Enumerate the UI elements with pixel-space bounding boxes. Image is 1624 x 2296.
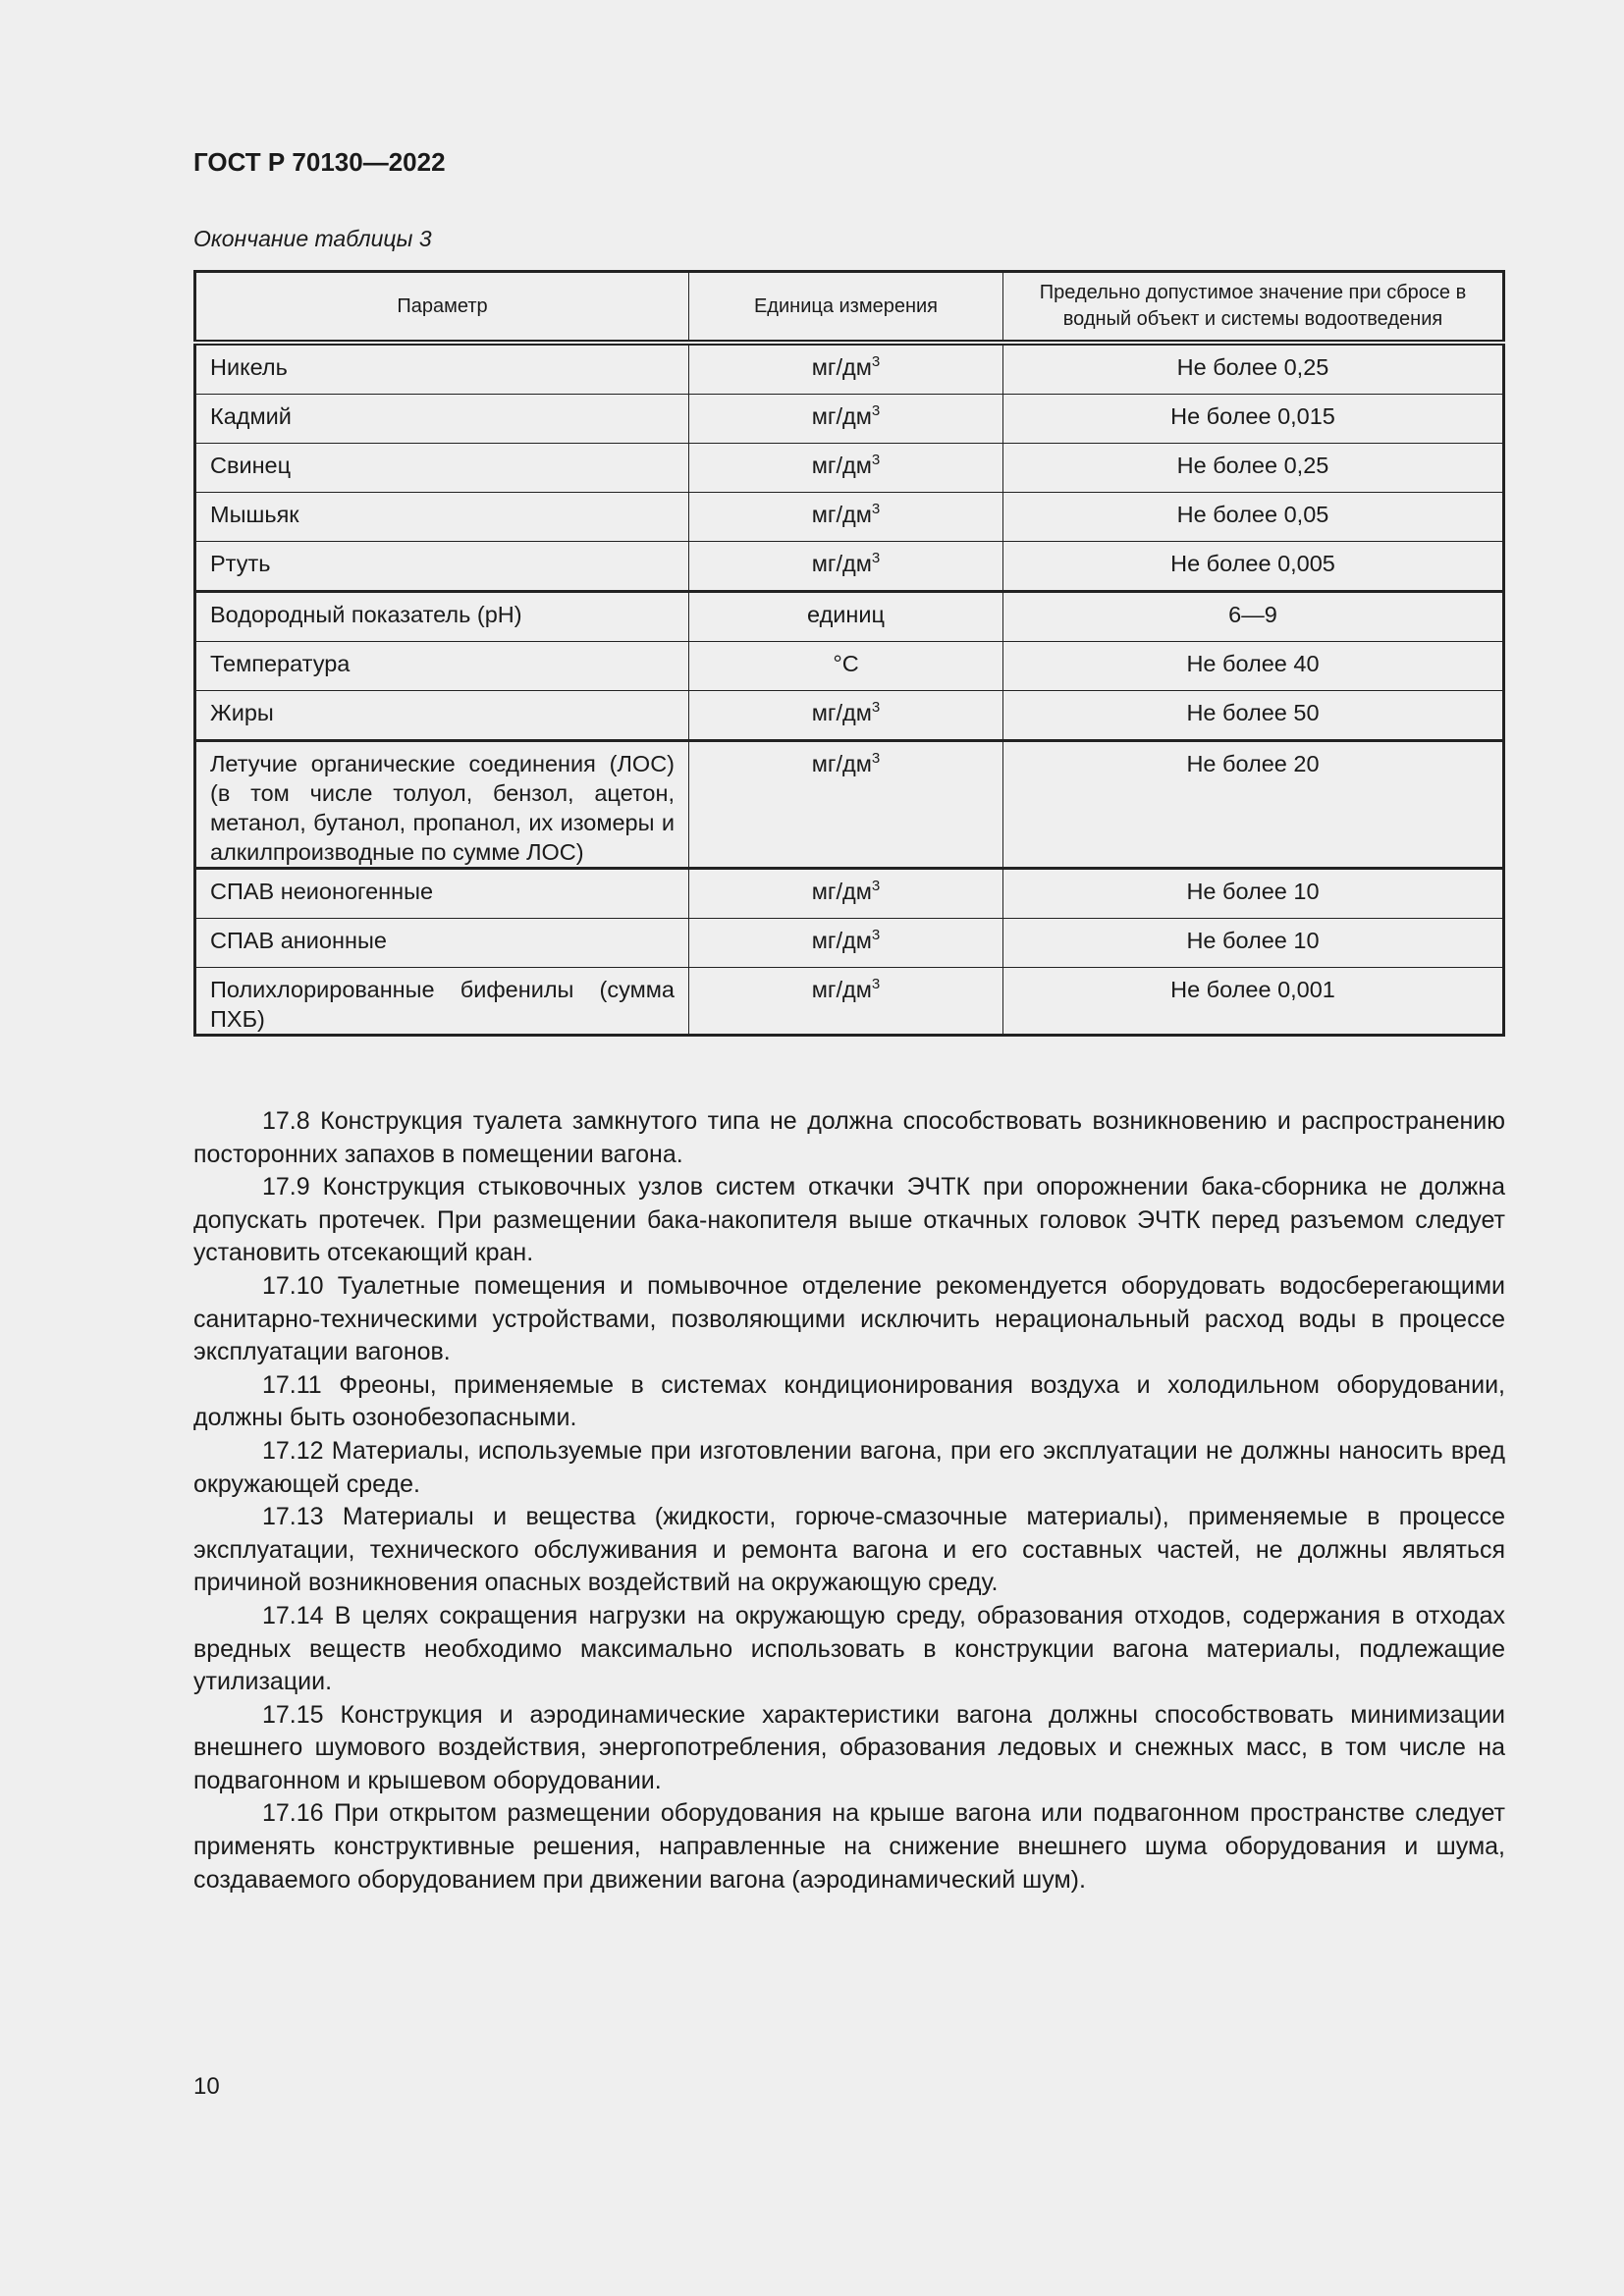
unit-superscript: 3 bbox=[871, 976, 881, 993]
unit-superscript: 3 bbox=[871, 402, 881, 420]
parameter-cell: СПАВ неионогенные bbox=[195, 869, 689, 919]
paragraph: 17.16 При открытом размещении оборудования на крыше вагона или подвагонном пространстве следует применять конструктивные решения, направленные на снижение внешнего шума оборудования и шума, создаваемого оборудованием при движении вагона (аэродинамический шум). bbox=[193, 1799, 1505, 1894]
limits-table bbox=[193, 270, 1505, 1037]
unit-text: мг/дм bbox=[811, 977, 872, 1002]
paragraph: 17.10 Туалетные помещения и помывочное отделение рекомендуется оборудовать водосберегающими санитарно-техническими устройствами, позволяющими исключить нерациональный расход воды в процессе эксплуатации вагонов. bbox=[193, 1271, 1505, 1366]
table-row bbox=[195, 444, 1504, 493]
limit-cell: Не более 10 bbox=[1003, 869, 1504, 919]
document-id: ГОСТ Р 70130—2022 bbox=[193, 147, 446, 177]
parameter-cell: Водородный показатель (pH) bbox=[195, 592, 689, 642]
column-header-limit: Предельно допустимое значение при сбросе в водный объект и системы водоотведения bbox=[1003, 272, 1504, 344]
unit-cell bbox=[689, 343, 1003, 395]
paragraph: 17.13 Материалы и вещества (жидкости, горюче-смазочные материалы), применяемые в процессе эксплуатации, технического обслуживания и ремонта вагона и его составных частей, не должны являться причиной возникновения опасных воздействий на окружающую среду. bbox=[193, 1503, 1505, 1597]
limit-cell: Не более 0,25 bbox=[1003, 343, 1504, 395]
unit-cell bbox=[689, 869, 1003, 919]
parameter-cell: Мышьяк bbox=[195, 493, 689, 542]
paragraph: 17.8 Конструкция туалета замкнутого типа не должна способствовать возникновению и распространению посторонних запахов в помещении вагона. bbox=[193, 1107, 1505, 1168]
table-row bbox=[195, 493, 1504, 542]
unit-cell bbox=[689, 592, 1003, 642]
parameter-cell: Температура bbox=[195, 642, 689, 691]
unit-text: мг/дм bbox=[811, 354, 872, 380]
limit-cell: Не более 10 bbox=[1003, 919, 1504, 968]
limit-cell: Не более 50 bbox=[1003, 691, 1504, 741]
table-row bbox=[195, 642, 1504, 691]
parameter-cell: Ртуть bbox=[195, 542, 689, 592]
unit-superscript: 3 bbox=[871, 550, 881, 567]
column-header-unit: Единица измерения bbox=[689, 272, 1003, 344]
unit-text: мг/дм bbox=[811, 928, 872, 953]
limit-cell: Не более 0,25 bbox=[1003, 444, 1504, 493]
paragraph: 17.12 Материалы, используемые при изготовлении вагона, при его эксплуатации не должны наносить вред окружающей среде. bbox=[193, 1436, 1505, 1498]
page-number: 10 bbox=[193, 2073, 220, 2100]
table-header-row bbox=[195, 272, 1504, 344]
unit-text: мг/дм bbox=[811, 700, 872, 725]
unit-text: мг/дм bbox=[811, 751, 872, 776]
table-row bbox=[195, 343, 1504, 395]
paragraph: 17.11 Фреоны, применяемые в системах кондиционирования воздуха и холодильном оборудовании, должны быть озонобезопасными. bbox=[193, 1370, 1505, 1432]
unit-superscript: 3 bbox=[871, 699, 881, 717]
unit-cell bbox=[689, 444, 1003, 493]
unit-superscript: 3 bbox=[871, 878, 881, 895]
body-text bbox=[193, 1105, 1505, 1896]
unit-superscript: 3 bbox=[871, 750, 881, 768]
unit-cell bbox=[689, 968, 1003, 1036]
unit-superscript: 3 bbox=[871, 927, 881, 944]
unit-text: °С bbox=[833, 651, 859, 676]
column-header-parameter: Параметр bbox=[195, 272, 689, 344]
limit-cell: Не более 40 bbox=[1003, 642, 1504, 691]
unit-cell bbox=[689, 542, 1003, 592]
table-row bbox=[195, 741, 1504, 869]
limit-cell: Не более 0,001 bbox=[1003, 968, 1504, 1036]
table-row bbox=[195, 691, 1504, 741]
table-row bbox=[195, 395, 1504, 444]
parameter-cell: Жиры bbox=[195, 691, 689, 741]
unit-text: мг/дм bbox=[811, 551, 872, 576]
unit-cell bbox=[689, 642, 1003, 691]
unit-text: единиц bbox=[807, 602, 885, 627]
parameter-cell: Полихлорированные бифенилы (сумма ПХБ) bbox=[195, 968, 689, 1036]
unit-cell bbox=[689, 395, 1003, 444]
unit-text: мг/дм bbox=[811, 403, 872, 429]
limit-cell: Не более 0,015 bbox=[1003, 395, 1504, 444]
unit-cell bbox=[689, 919, 1003, 968]
table-row bbox=[195, 968, 1504, 1036]
unit-text: мг/дм bbox=[811, 453, 872, 478]
limit-cell: Не более 0,05 bbox=[1003, 493, 1504, 542]
limit-cell: Не более 20 bbox=[1003, 741, 1504, 869]
paragraph: 17.15 Конструкция и аэродинамические характеристики вагона должны способствовать минимизации внешнего шумового воздействия, энергопотребления, образования ледовых и снежных масс, в том числе на подвагонном и крышевом оборудовании. bbox=[193, 1700, 1505, 1794]
parameter-cell: Никель bbox=[195, 343, 689, 395]
parameter-cell: СПАВ анионные bbox=[195, 919, 689, 968]
limit-cell: Не более 0,005 bbox=[1003, 542, 1504, 592]
unit-text: мг/дм bbox=[811, 502, 872, 527]
limit-cell: 6—9 bbox=[1003, 592, 1504, 642]
unit-superscript: 3 bbox=[871, 353, 881, 371]
table-row bbox=[195, 919, 1504, 968]
unit-superscript: 3 bbox=[871, 452, 881, 469]
unit-cell bbox=[689, 493, 1003, 542]
table-row bbox=[195, 542, 1504, 592]
parameter-cell: Летучие органические соединения (ЛОС) (в том числе толуол, бензол, ацетон, метанол, бутанол, пропанол, их изомеры и алкилпроизводные по сумме ЛОС) bbox=[195, 741, 689, 869]
paragraph: 17.9 Конструкция стыковочных узлов систем откачки ЭЧТК при опорожнении бака-сборника не должна допускать протечек. При размещении бака-накопителя выше откачных головок ЭЧТК перед разъемом следует установить отсекающий кран. bbox=[193, 1173, 1505, 1267]
parameter-cell: Свинец bbox=[195, 444, 689, 493]
unit-text: мг/дм bbox=[811, 879, 872, 904]
paragraph: 17.14 В целях сокращения нагрузки на окружающую среду, образования отходов, содержания в отходах вредных веществ необходимо максимально использовать в конструкции вагона материалы, подлежащие утилизации. bbox=[193, 1601, 1505, 1696]
unit-cell bbox=[689, 691, 1003, 741]
parameter-cell: Кадмий bbox=[195, 395, 689, 444]
table-row bbox=[195, 869, 1504, 919]
table-caption: Окончание таблицы 3 bbox=[193, 226, 432, 251]
table-row bbox=[195, 592, 1504, 642]
unit-superscript: 3 bbox=[871, 501, 881, 518]
unit-cell bbox=[689, 741, 1003, 869]
